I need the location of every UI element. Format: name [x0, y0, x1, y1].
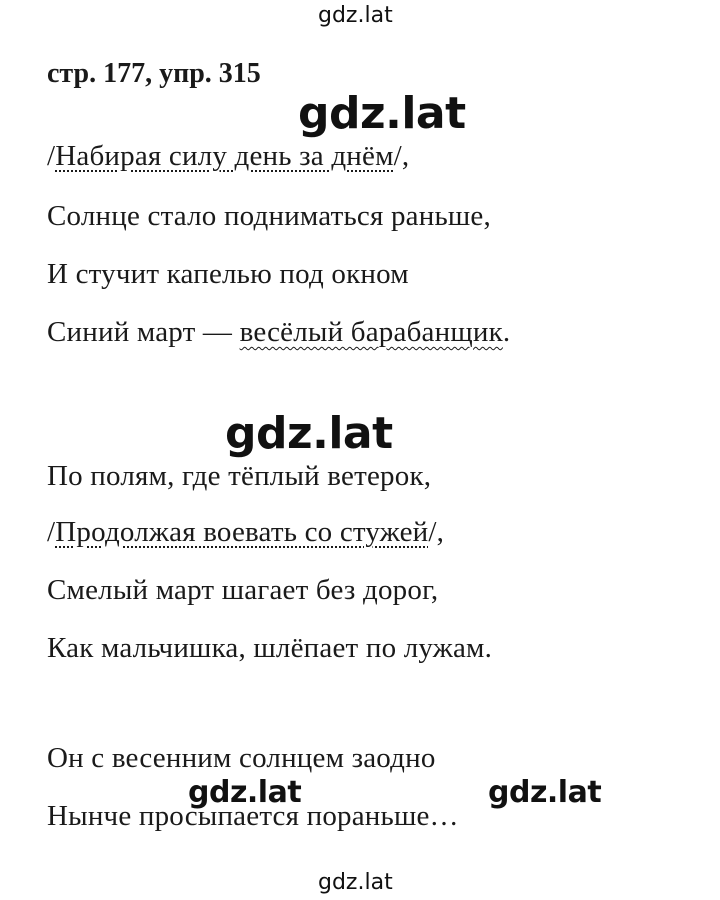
poem-line-1-2: Солнце стало подниматься раньше,: [47, 200, 491, 232]
poem-line-1-4: [47, 316, 510, 349]
watermark-overlay-1: gdz.lat: [298, 88, 466, 139]
predicate-phrase: весёлый барабанщик: [239, 316, 503, 348]
slash-close: /,: [428, 516, 445, 548]
poem-line-2-3: Смелый март шагает без дорог,: [47, 574, 439, 606]
poem-line-2-4: Как мальчишка, шлёпает по лужам.: [47, 632, 493, 664]
poem-line-2-2: [47, 516, 444, 549]
watermark-bottom: gdz.lat: [318, 870, 393, 895]
line-text-after: .: [502, 316, 511, 348]
slash-open: /: [47, 516, 56, 548]
watermark-overlay-2: gdz.lat: [225, 408, 393, 459]
poem-line-2-1: По полям, где тёплый ветерок,: [47, 460, 432, 492]
exercise-heading: стр. 177, упр. 315: [47, 58, 261, 89]
watermark-overlay-4: gdz.lat: [488, 775, 602, 810]
poem-line-3-2: Нынче просыпается пораньше…: [47, 800, 459, 832]
slash-close: /,: [393, 140, 410, 172]
poem-line-1-3: И стучит капелью под окном: [47, 258, 409, 290]
participle-phrase: Набирая силу день за днём: [55, 140, 394, 172]
watermark-overlay-3: gdz.lat: [188, 775, 302, 810]
slash-open: /: [47, 140, 56, 172]
participle-phrase: Продолжая воевать со стужей: [55, 516, 429, 548]
poem-line-3-1: Он с весенним солнцем заодно: [47, 742, 436, 774]
watermark-top: gdz.lat: [318, 3, 393, 28]
poem-line-1-1: [47, 140, 409, 173]
line-text-before: Синий март —: [47, 316, 240, 348]
